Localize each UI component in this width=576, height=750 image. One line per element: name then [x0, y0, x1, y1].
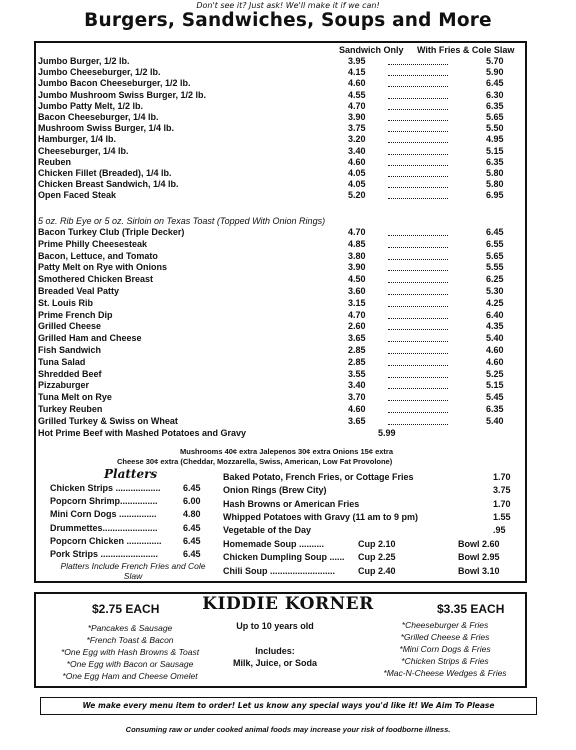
dot-leader	[388, 157, 448, 166]
kiddie-right-price: $3.35 EACH	[437, 602, 505, 616]
extras-toppings: Mushrooms 40¢ extra Jalepenos 30¢ extra Onions 15¢ extra	[180, 447, 394, 456]
dot-leader	[388, 392, 448, 401]
price-sandwich-only: 4.85	[348, 238, 366, 249]
menu-item-row	[38, 416, 530, 427]
price-sandwich-only: 4.05	[348, 179, 366, 190]
platter-name: Popcorn Shrimp...............	[50, 496, 158, 507]
menu-item-name: Chicken Fillet (Breaded), 1/4 lb.	[38, 168, 172, 178]
price-sandwich-only: 3.75	[348, 123, 366, 134]
soup-bowl-price: Bowl 2.60	[458, 539, 500, 549]
kiddie-item: *French Toast & Bacon	[86, 635, 174, 645]
menu-item-row	[38, 157, 530, 168]
menu-item-name: Breaded Veal Patty	[38, 286, 120, 296]
extras-cheese: Cheese 30¢ extra (Cheddar, Mozzarella, Swiss, American, Low Fat Provolone)	[117, 457, 393, 466]
menu-item-row	[38, 179, 530, 190]
menu-item-name: Bacon, Lettuce, and Tomato	[38, 250, 158, 261]
price-sandwich-only: 2.85	[348, 356, 366, 367]
dot-leader	[388, 333, 448, 342]
dot-leader	[388, 262, 448, 271]
steak-note: 5 oz. Rib Eye or 5 oz. Sirloin on Texas Toast (Topped With Onion Rings)	[38, 216, 326, 226]
dot-leader	[388, 190, 448, 199]
price-with-fries: 5.30	[486, 286, 504, 296]
menu-item-name: Reuben	[38, 156, 72, 167]
price-with-fries: 4.35	[486, 321, 504, 332]
dot-leader	[388, 404, 448, 413]
platters-title: Platters	[104, 467, 158, 481]
platter-price: 6.45	[183, 549, 201, 559]
menu-item-row	[38, 345, 530, 356]
dot-leader	[388, 357, 448, 366]
price-sandwich-only: 3.70	[348, 392, 366, 403]
menu-item-name: Jumbo Bacon Cheeseburger, 1/2 lb.	[38, 78, 191, 89]
dot-leader	[388, 56, 448, 65]
menu-item-name: Shredded Beef	[38, 368, 102, 379]
kiddie-item: *One Egg with Bacon or Sausage	[66, 659, 194, 669]
price-with-fries: 6.35	[486, 100, 504, 111]
food-warning: Consuming raw or under cooked animal foods may increase your risk of foodborne illness.	[125, 725, 451, 734]
menu-item-row	[38, 146, 530, 157]
price-with-fries: 5.80	[486, 168, 504, 178]
menu-item-name: Jumbo Patty Melt, 1/2 lb.	[38, 100, 144, 111]
kiddie-item: *Pancakes & Sausage	[87, 623, 173, 633]
menu-item-name: Open Faced Steak	[38, 190, 117, 201]
soup-name: Homemade Soup ..........	[223, 539, 325, 549]
price-sandwich-only: 3.65	[348, 415, 366, 426]
menu-item-row	[38, 321, 530, 332]
price-with-fries: 5.15	[486, 145, 504, 156]
platter-item	[50, 495, 205, 507]
price-sandwich-only: 2.85	[348, 345, 366, 355]
dot-leader	[388, 321, 448, 330]
platter-item	[50, 522, 205, 534]
price-sandwich-only: 2.60	[348, 321, 366, 332]
price-sandwich-only: 3.65	[348, 333, 366, 344]
dot-leader	[388, 345, 448, 354]
dot-leader	[388, 369, 448, 378]
price-sandwich-only: 3.40	[348, 380, 366, 391]
side-price: .95	[493, 525, 506, 536]
menu-item-row	[38, 333, 530, 344]
price-sandwich-only: 5.20	[348, 190, 366, 201]
price-with-fries: 6.45	[486, 78, 504, 89]
menu-item-row	[38, 404, 530, 415]
menu-item-name: Pizzaburger	[38, 380, 90, 391]
platter-item	[50, 482, 205, 494]
menu-item-row	[38, 298, 530, 309]
soup-name: Chicken Dumpling Soup ......	[223, 552, 345, 563]
side-price: 1.70	[493, 472, 511, 482]
menu-item-name: Prime French Dip	[38, 309, 113, 320]
soup-bowl-price: Bowl 2.95	[458, 552, 500, 563]
menu-item-name: Bacon Turkey Club (Triple Decker)	[38, 227, 185, 237]
order-note: We make every menu item to order! Let us know any special ways you'd like it! We Aim To Please	[40, 697, 537, 715]
menu-item-row	[38, 428, 530, 439]
soup-name: Chili Soup ..........................	[223, 565, 336, 576]
price-with-fries: 5.55	[486, 262, 504, 273]
dot-leader	[388, 134, 448, 143]
kiddie-drinks: Milk, Juice, or Soda	[232, 658, 318, 668]
menu-item-name: Fish Sandwich	[38, 345, 102, 355]
menu-item-name: Bacon Cheeseburger, 1/4 lb.	[38, 112, 159, 122]
price-with-fries: 6.30	[486, 89, 504, 100]
price-sandwich-only: 3.90	[348, 262, 366, 273]
side-name: Onion Rings (Brew City)	[223, 485, 327, 496]
price-sandwich-only: 4.60	[348, 78, 366, 89]
price-with-fries: 6.95	[486, 190, 504, 201]
menu-item-row	[38, 101, 530, 112]
side-price: 1.70	[493, 498, 511, 509]
platter-price: 4.80	[183, 509, 201, 520]
menu-item-name: Hot Prime Beef with Mashed Potatoes and Gravy	[38, 427, 247, 438]
side-name: Hash Browns or American Fries	[223, 498, 360, 509]
side-item	[223, 524, 311, 536]
kiddie-korner-title: KIDDIE KORNER	[202, 594, 374, 614]
dot-leader	[388, 146, 448, 155]
menu-item-name: Jumbo Mushroom Swiss Burger, 1/2 lb.	[38, 89, 207, 100]
dot-leader	[388, 251, 448, 260]
menu-item-name: St. Louis Rib	[38, 297, 93, 308]
kiddie-left-price: $2.75 EACH	[92, 602, 160, 616]
price-sandwich-only: 3.60	[348, 286, 366, 296]
price-sandwich-only: 4.60	[348, 404, 366, 414]
dot-leader	[388, 416, 448, 425]
price-sandwich-only: 3.15	[348, 297, 366, 308]
platter-price: 6.45	[183, 483, 201, 493]
soup-bowl-price: Bowl 3.10	[458, 565, 500, 576]
price-with-fries: 5.80	[486, 179, 504, 190]
price-sandwich-only: 4.15	[348, 67, 366, 78]
column-header-with-fries: With Fries & Cole Slaw	[417, 45, 515, 55]
platter-price: 6.00	[183, 496, 201, 507]
dot-leader	[388, 274, 448, 283]
kiddie-item: *One Egg Ham and Cheese Omelet	[62, 671, 198, 681]
menu-item-name: Prime Philly Cheesesteak	[38, 238, 148, 249]
dot-leader	[388, 179, 448, 188]
menu-item-row	[38, 78, 530, 89]
price-with-fries: 5.40	[486, 333, 504, 344]
price-with-fries: 5.15	[486, 380, 504, 391]
price-with-fries: 6.40	[486, 309, 504, 320]
price-sandwich-only: 4.70	[348, 227, 366, 237]
price-with-fries: 5.65	[486, 250, 504, 261]
dot-leader	[388, 78, 448, 87]
kiddie-item: *Chicken Strips & Fries	[401, 656, 489, 666]
menu-item-name: Smothered Chicken Breast	[38, 274, 154, 285]
menu-item-name: Grilled Ham and Cheese	[38, 333, 142, 344]
menu-item-row	[38, 239, 530, 250]
dot-leader	[388, 101, 448, 110]
menu-item-row	[38, 112, 530, 123]
menu-item-name: Patty Melt on Rye with Onions	[38, 262, 168, 273]
kiddie-item: *Mini Corn Dogs & Fries	[399, 644, 491, 654]
price-with-fries: 6.35	[486, 404, 504, 414]
platter-name: Chicken Strips ..................	[50, 483, 161, 493]
menu-item-name: Grilled Turkey & Swiss on Wheat	[38, 415, 178, 426]
platters-note: Platters Include French Fries and Cole Slaw	[60, 561, 206, 581]
menu-item-row	[38, 227, 530, 238]
menu-item-row	[38, 357, 530, 368]
price-with-fries: 6.35	[486, 156, 504, 167]
price-sandwich-only: 4.50	[348, 274, 366, 285]
page-title: Burgers, Sandwiches, Soups and More	[84, 10, 492, 31]
platter-item	[50, 548, 205, 560]
dot-leader	[388, 67, 448, 76]
menu-item-name: Cheeseburger, 1/4 lb.	[38, 145, 129, 156]
side-item	[223, 484, 327, 496]
price-with-fries: 6.55	[486, 238, 504, 249]
menu-item-row	[38, 392, 530, 403]
menu-item-row	[38, 134, 530, 145]
platter-name: Popcorn Chicken ..............	[50, 535, 162, 546]
price-with-fries: 6.45	[486, 227, 504, 237]
menu-item-row	[38, 56, 530, 67]
dot-leader	[388, 168, 448, 177]
price-with-fries: 5.50	[486, 123, 504, 134]
price-with-fries: 4.60	[486, 356, 504, 367]
menu-item-row	[38, 274, 530, 285]
dot-leader	[388, 298, 448, 307]
platter-name: Pork Strips .......................	[50, 549, 159, 559]
soup-cup-price: Cup 2.25	[358, 552, 396, 563]
kiddie-age: Up to 10 years old	[236, 621, 314, 631]
menu-item-row	[38, 190, 530, 201]
tagline: Don't see it? Just ask! We'll make it if we can!	[196, 1, 380, 10]
platter-price: 6.45	[183, 522, 201, 533]
menu-item-row	[38, 286, 530, 297]
menu-item-name: Grilled Cheese	[38, 321, 102, 332]
price-with-fries: 5.40	[486, 415, 504, 426]
kiddie-includes: Includes:	[255, 646, 295, 656]
price-sandwich-only: 4.55	[348, 89, 366, 100]
price-with-fries: 4.95	[486, 134, 504, 145]
menu-item-name: Tuna Melt on Rye	[38, 392, 112, 403]
dot-leader	[388, 310, 448, 319]
price-with-fries: 5.45	[486, 392, 504, 403]
menu-item-row	[38, 90, 530, 101]
menu-item-row	[38, 369, 530, 380]
dot-leader	[388, 112, 448, 121]
dot-leader	[388, 90, 448, 99]
menu-item-row	[38, 251, 530, 262]
menu-item-name: Jumbo Cheeseburger, 1/2 lb.	[38, 67, 161, 78]
dot-leader	[388, 286, 448, 295]
dot-leader	[388, 380, 448, 389]
price-sandwich-only: 4.60	[348, 156, 366, 167]
price-sandwich-only: 3.80	[348, 250, 366, 261]
kiddie-item: *Grilled Cheese & Fries	[400, 632, 490, 642]
price-with-fries: 6.25	[486, 274, 504, 285]
price-with-fries: 5.70	[486, 56, 504, 66]
column-header-sandwich-only: Sandwich Only	[339, 45, 404, 55]
menu-item-name: Chicken Breast Sandwich, 1/4 lb.	[38, 179, 179, 190]
price-sandwich-only: 4.05	[348, 168, 366, 178]
price-sandwich-only: 3.20	[348, 134, 366, 145]
menu-item-name: Jumbo Burger, 1/2 lb.	[38, 56, 130, 66]
kiddie-item: *Cheeseburger & Fries	[401, 620, 489, 630]
side-item	[223, 511, 418, 523]
dot-leader	[388, 227, 448, 236]
price-sandwich-only: 4.70	[348, 100, 366, 111]
menu-item-name: Hamburger, 1/4 lb.	[38, 134, 117, 145]
price-with-fries: 5.90	[486, 67, 504, 78]
price-with-fries: 4.25	[486, 297, 504, 308]
side-name: Whipped Potatoes with Gravy (11 am to 9 pm)	[223, 511, 419, 522]
soup-cup-price: Cup 2.10	[358, 539, 396, 549]
menu-item-name: Turkey Reuben	[38, 404, 103, 414]
price-with-fries: 4.60	[486, 345, 504, 355]
side-price: 3.75	[493, 485, 511, 496]
price-sandwich-only: 3.90	[348, 112, 366, 122]
price-sandwich-only: 5.99	[378, 427, 396, 438]
menu-item-row	[38, 67, 530, 78]
price-sandwich-only: 3.55	[348, 368, 366, 379]
menu-item-row	[38, 123, 530, 134]
menu-item-row	[38, 380, 530, 391]
side-item	[223, 498, 359, 510]
platter-name: Mini Corn Dogs ...............	[50, 509, 157, 520]
price-sandwich-only: 4.70	[348, 309, 366, 320]
price-with-fries: 5.25	[486, 368, 504, 379]
soup-cup-price: Cup 2.40	[358, 565, 396, 576]
menu-item-row	[38, 168, 530, 179]
menu-item-name: Tuna Salad	[38, 356, 86, 367]
menu-item-row	[38, 310, 530, 321]
platter-name: Drummettes......................	[50, 522, 158, 533]
dot-leader	[388, 239, 448, 248]
side-name: Baked Potato, French Fries, or Cottage Fries	[223, 472, 414, 482]
price-sandwich-only: 3.40	[348, 145, 366, 156]
side-price: 1.55	[493, 511, 511, 522]
dot-leader	[388, 123, 448, 132]
menu-item-name: Mushroom Swiss Burger, 1/4 lb.	[38, 123, 175, 134]
menu-item-row	[38, 262, 530, 273]
kiddie-item: *One Egg with Hash Browns & Toast	[60, 647, 200, 657]
side-item	[223, 471, 414, 483]
price-with-fries: 5.65	[486, 112, 504, 122]
platter-item	[50, 508, 205, 520]
platter-item	[50, 535, 205, 547]
platter-price: 6.45	[183, 535, 201, 546]
side-name: Vegetable of the Day	[223, 525, 312, 536]
price-sandwich-only: 3.95	[348, 56, 366, 66]
kiddie-item: *Mac-N-Cheese Wedges & Fries	[383, 668, 507, 678]
